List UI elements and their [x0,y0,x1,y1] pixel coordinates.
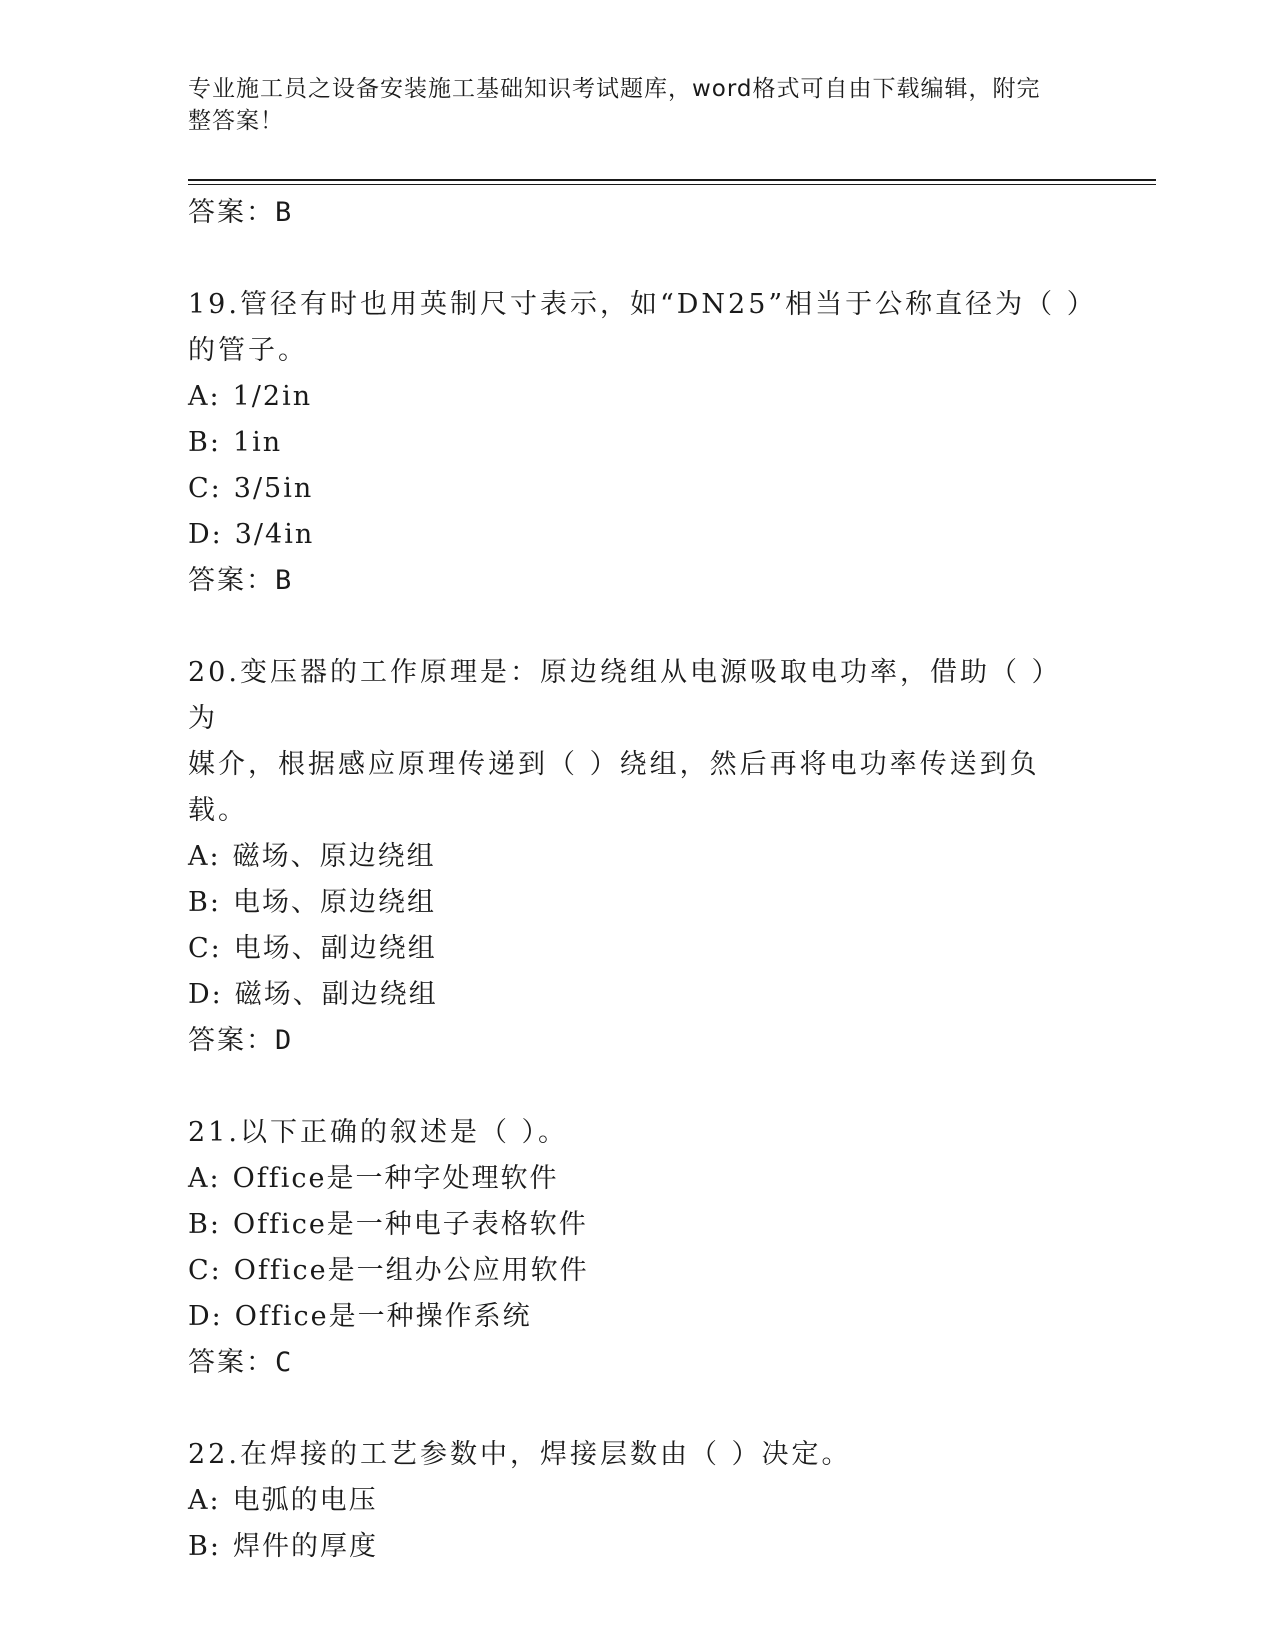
option-text: Office是一组办公应用软件 [233,1255,589,1286]
option-text: 电场、副边绕组 [233,933,437,964]
option-b [188,880,1088,926]
option-letter: B: [188,1209,221,1240]
option-letter: C: [188,1255,222,1286]
option-text: 磁场、原边绕组 [232,841,436,872]
document-header [188,73,1068,137]
answer-value: D [275,1025,294,1056]
answer-label: 答案： [188,565,275,596]
answer-label: 答案： [188,197,275,228]
header-line-2: 整答案！ [188,108,284,134]
option-text: 磁场、副边绕组 [234,979,438,1010]
option-text: 3/5in [233,473,314,504]
option-b [188,1202,1088,1248]
header-divider-thin [188,184,1156,185]
option-text: 3/4in [234,519,315,550]
option-d [188,512,1088,558]
option-text: 焊件的厚度 [232,1531,378,1562]
question-stem: 21.以下正确的叙述是（ ）。 [188,1117,569,1148]
question-21 [188,1110,1088,1386]
option-letter: B: [188,1531,221,1562]
option-a [188,374,1088,420]
question-19 [188,282,1097,604]
document-content [188,190,1097,1570]
header-divider-thick [188,179,1156,181]
question-22 [188,1432,1088,1570]
option-d [188,1294,1088,1340]
option-a [188,1156,1088,1202]
header-line-1: 专业施工员之设备安装施工基础知识考试题库，word格式可自由下载编辑，附完 [188,76,1041,102]
answer-label: 答案： [188,1347,275,1378]
question-stem-continued: 的管子。 [188,335,308,366]
option-c [188,466,1088,512]
option-text: Office是一种操作系统 [234,1301,532,1332]
option-text: Office是一种字处理软件 [232,1163,559,1194]
option-b [188,1524,1088,1570]
option-text: 1/2in [232,381,313,412]
option-letter: A: [188,1485,221,1516]
option-a [188,1478,1088,1524]
option-text: Office是一种电子表格软件 [232,1209,588,1240]
question-stem-continued: 媒介，根据感应原理传递到（ ）绕组，然后再将电功率传送到负载。 [188,749,1040,826]
option-letter: B: [188,427,221,458]
option-letter: D: [188,979,223,1010]
option-c [188,1248,1088,1294]
option-letter: D: [188,519,223,550]
question-20 [188,650,1088,1064]
option-letter: D: [188,1301,223,1332]
question-stem: 19.管径有时也用英制尺寸表示，如“DN25”相当于公称直径为（ ） [188,289,1097,320]
option-letter: B: [188,887,221,918]
option-c [188,926,1088,972]
option-d [188,972,1088,1018]
option-letter: A: [188,841,221,872]
answer-value: B [275,565,294,596]
answer-line [188,190,1088,236]
option-letter: C: [188,473,222,504]
answer-line [188,1340,1088,1386]
option-text: 电弧的电压 [232,1485,378,1516]
question-stem: 22.在焊接的工艺参数中，焊接层数由（ ）决定。 [188,1439,852,1470]
option-letter: C: [188,933,222,964]
option-letter: A: [188,381,221,412]
option-text: 1in [232,427,283,458]
option-a [188,834,1088,880]
option-letter: A: [188,1163,221,1194]
answer-value: C [275,1347,294,1378]
answer-line [188,1018,1088,1064]
answer-line [188,558,1088,604]
answer-value: B [275,197,294,228]
question-stem: 20.变压器的工作原理是：原边绕组从电源吸取电功率，借助（ ）为 [188,657,1062,734]
answer-label: 答案： [188,1025,275,1056]
option-text: 电场、原边绕组 [232,887,436,918]
option-b [188,420,1088,466]
